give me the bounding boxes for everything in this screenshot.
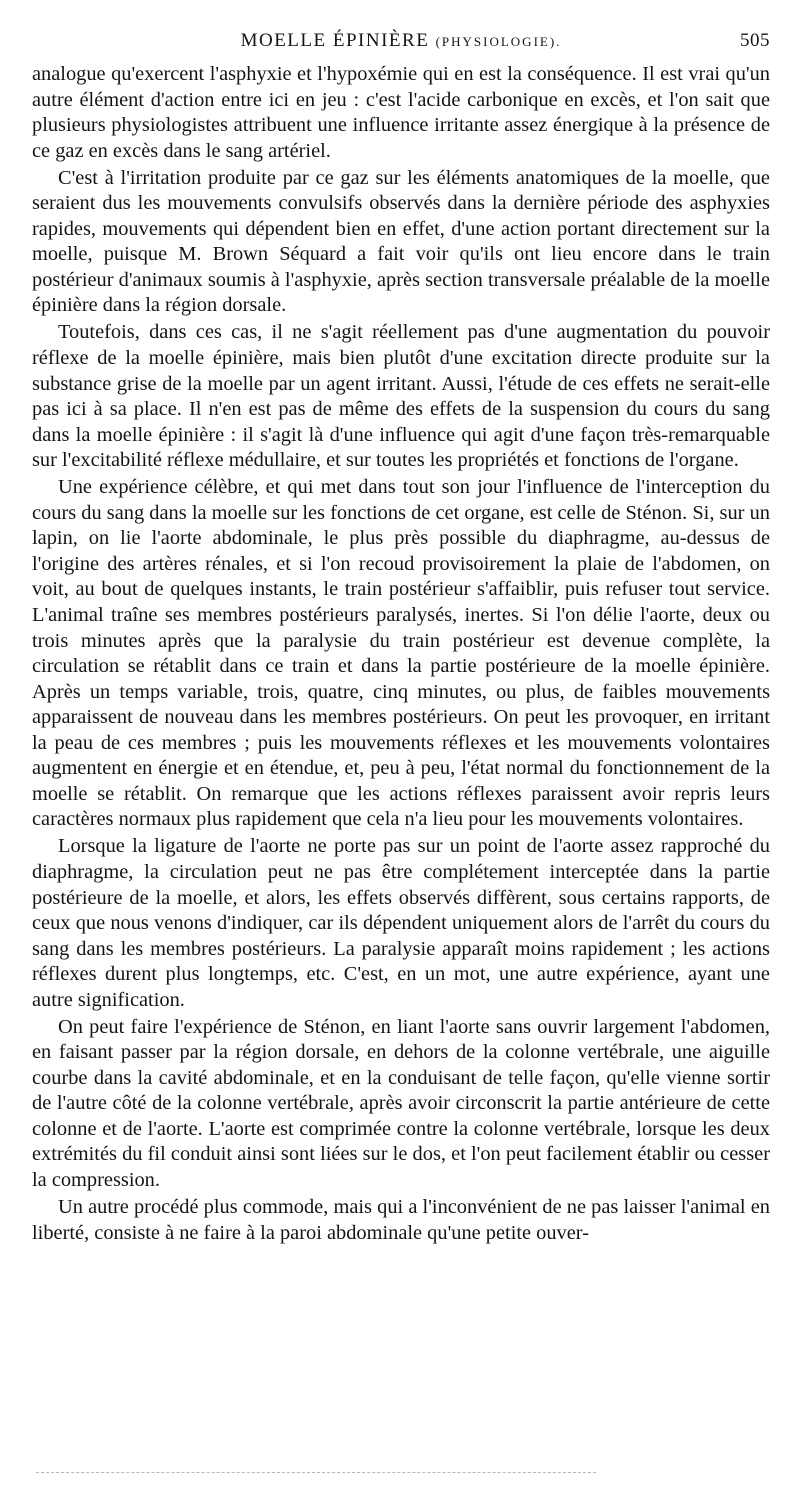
paragraph: Une expérience célèbre, et qui met dans tout son jour l'influence de l'interception du cours du sang dans la moelle sur les fonctions de cet organe, est celle de Sténon. Si, sur un lapin, on lie l'aorte abdominale, le plus près possible du diaphragme, au-dessus de l'origine des artères rénales, et si l'on recoud provisoirement la plaie de l'abdomen, on voit, au bout de quelques instants, le train postérieur s'affaiblir, puis refuser tout service. L'animal traîne ses membres postérieurs paralysés, inertes. Si l'on délie l'aorte, deux ou trois minutes après que la paralysie du train postérieur est devenue complète, la circulation se rétablit dans ce train et dans la partie postérieure de la moelle épinière. Après un temps variable, trois, quatre, cinq minutes, ou plus, de faibles mouvements apparaissent de nouveau dans les membres postérieurs. On peut les provoquer, en irritant la peau de ces membres ; puis les mouvements réflexes et les mouvements volontaires augmentent en énergie et en étendue, et, peu à peu, l'état normal du fonctionnement de la moelle se rétablit. On remarque que les actions réflexes paraissent avoir repris leurs caractères normaux plus rapidement que cela n'a lieu pour les mouvements volontaires. bbox=[32, 476, 770, 831]
paragraph-continued: analogue qu'exercent l'asphyxie et l'hypoxémie qui en est la conséquence. Il est vrai qu'un autre élément d'action entre ici en jeu : c'est l'acide carbonique en excès, et l'on sait que plusieurs physiologistes attribuent une influence irritante assez énergique à la présence de ce gaz en excès dans le sang artériel. bbox=[32, 63, 770, 162]
body-text bbox=[32, 62, 770, 1248]
running-head-title bbox=[32, 30, 770, 52]
page-number: 505 bbox=[740, 30, 770, 51]
chapter-title: MOELLE ÉPINIÈRE bbox=[240, 30, 430, 51]
paragraph: Lorsque la ligature de l'aorte ne porte pas sur un point de l'aorte assez rapproché du diaphragme, la circulation peut ne pas être complétement interceptée dans la partie postérieure de la moelle, et alors, les effets observés diffèrent, sous certains rapports, de ceux que nous venons d'indiquer, car ils dépendent uniquement alors de l'arrêt du cours du sang dans les membres postérieurs. La paralysie apparaît moins rapidement ; les actions réflexes durent plus longtemps, etc. C'est, en un mot, une autre expérience, ayant une autre signification. bbox=[32, 835, 770, 1011]
paragraph: Toutefois, dans ces cas, il ne s'agit réellement pas d'une augmentation du pouvoir réflexe de la moelle épinière, mais bien plutôt d'une excitation directe produite sur la substance grise de la moelle par un agent irritant. Aussi, l'étude de ces effets ne serait-elle pas ici à sa place. Il n'en est pas de même des effets de la suspension du cours du sang dans la moelle épinière : il s'agit là d'une influence qui agit d'une façon très-remarquable sur l'excitabilité réflexe médullaire, et sur toutes les propriétés et fonctions de l'organe. bbox=[32, 321, 770, 472]
running-head bbox=[32, 30, 770, 58]
chapter-subtitle: (PHYSIOLOGIE). bbox=[435, 34, 562, 49]
paragraph: On peut faire l'expérience de Sténon, en liant l'aorte sans ouvrir largement l'abdomen, en faisant passer par la région dorsale, en dehors de la colonne vertébrale, une aiguille courbe dans la cavité abdominale, et en la conduisant de telle façon, qu'elle vienne sortir de l'autre côté de la colonne vertébrale, après avoir circonscrit la partie antérieure de cette colonne et de l'aorte. L'aorte est comprimée contre la colonne vertébrale, lorsque les deux extrémités du fil conduit ainsi sont liées sur le dos, et l'on peut facilement établir ou cesser la compression. bbox=[32, 1015, 770, 1192]
paragraph: C'est à l'irritation produite par ce gaz sur les éléments anatomiques de la moelle, que seraient dus les mouvements convulsifs observés dans la dernière période des asphyxies rapides, mouvements qui dépendent bien en effet, d'une action portant directement sur la moelle, puisque M. Brown Séquard a fait voir qu'ils ont lieu encore dans le train postérieur d'animaux soumis à l'asphyxie, après section transversale préalable de la moelle épinière dans la région dorsale. bbox=[32, 166, 770, 317]
paragraph: Un autre procédé plus commode, mais qui a l'inconvénient de ne pas laisser l'animal en liberté, consiste à ne faire à la paroi abdominale qu'une petite ouver- bbox=[32, 1196, 770, 1244]
footer-scan-artifact bbox=[36, 1472, 596, 1473]
